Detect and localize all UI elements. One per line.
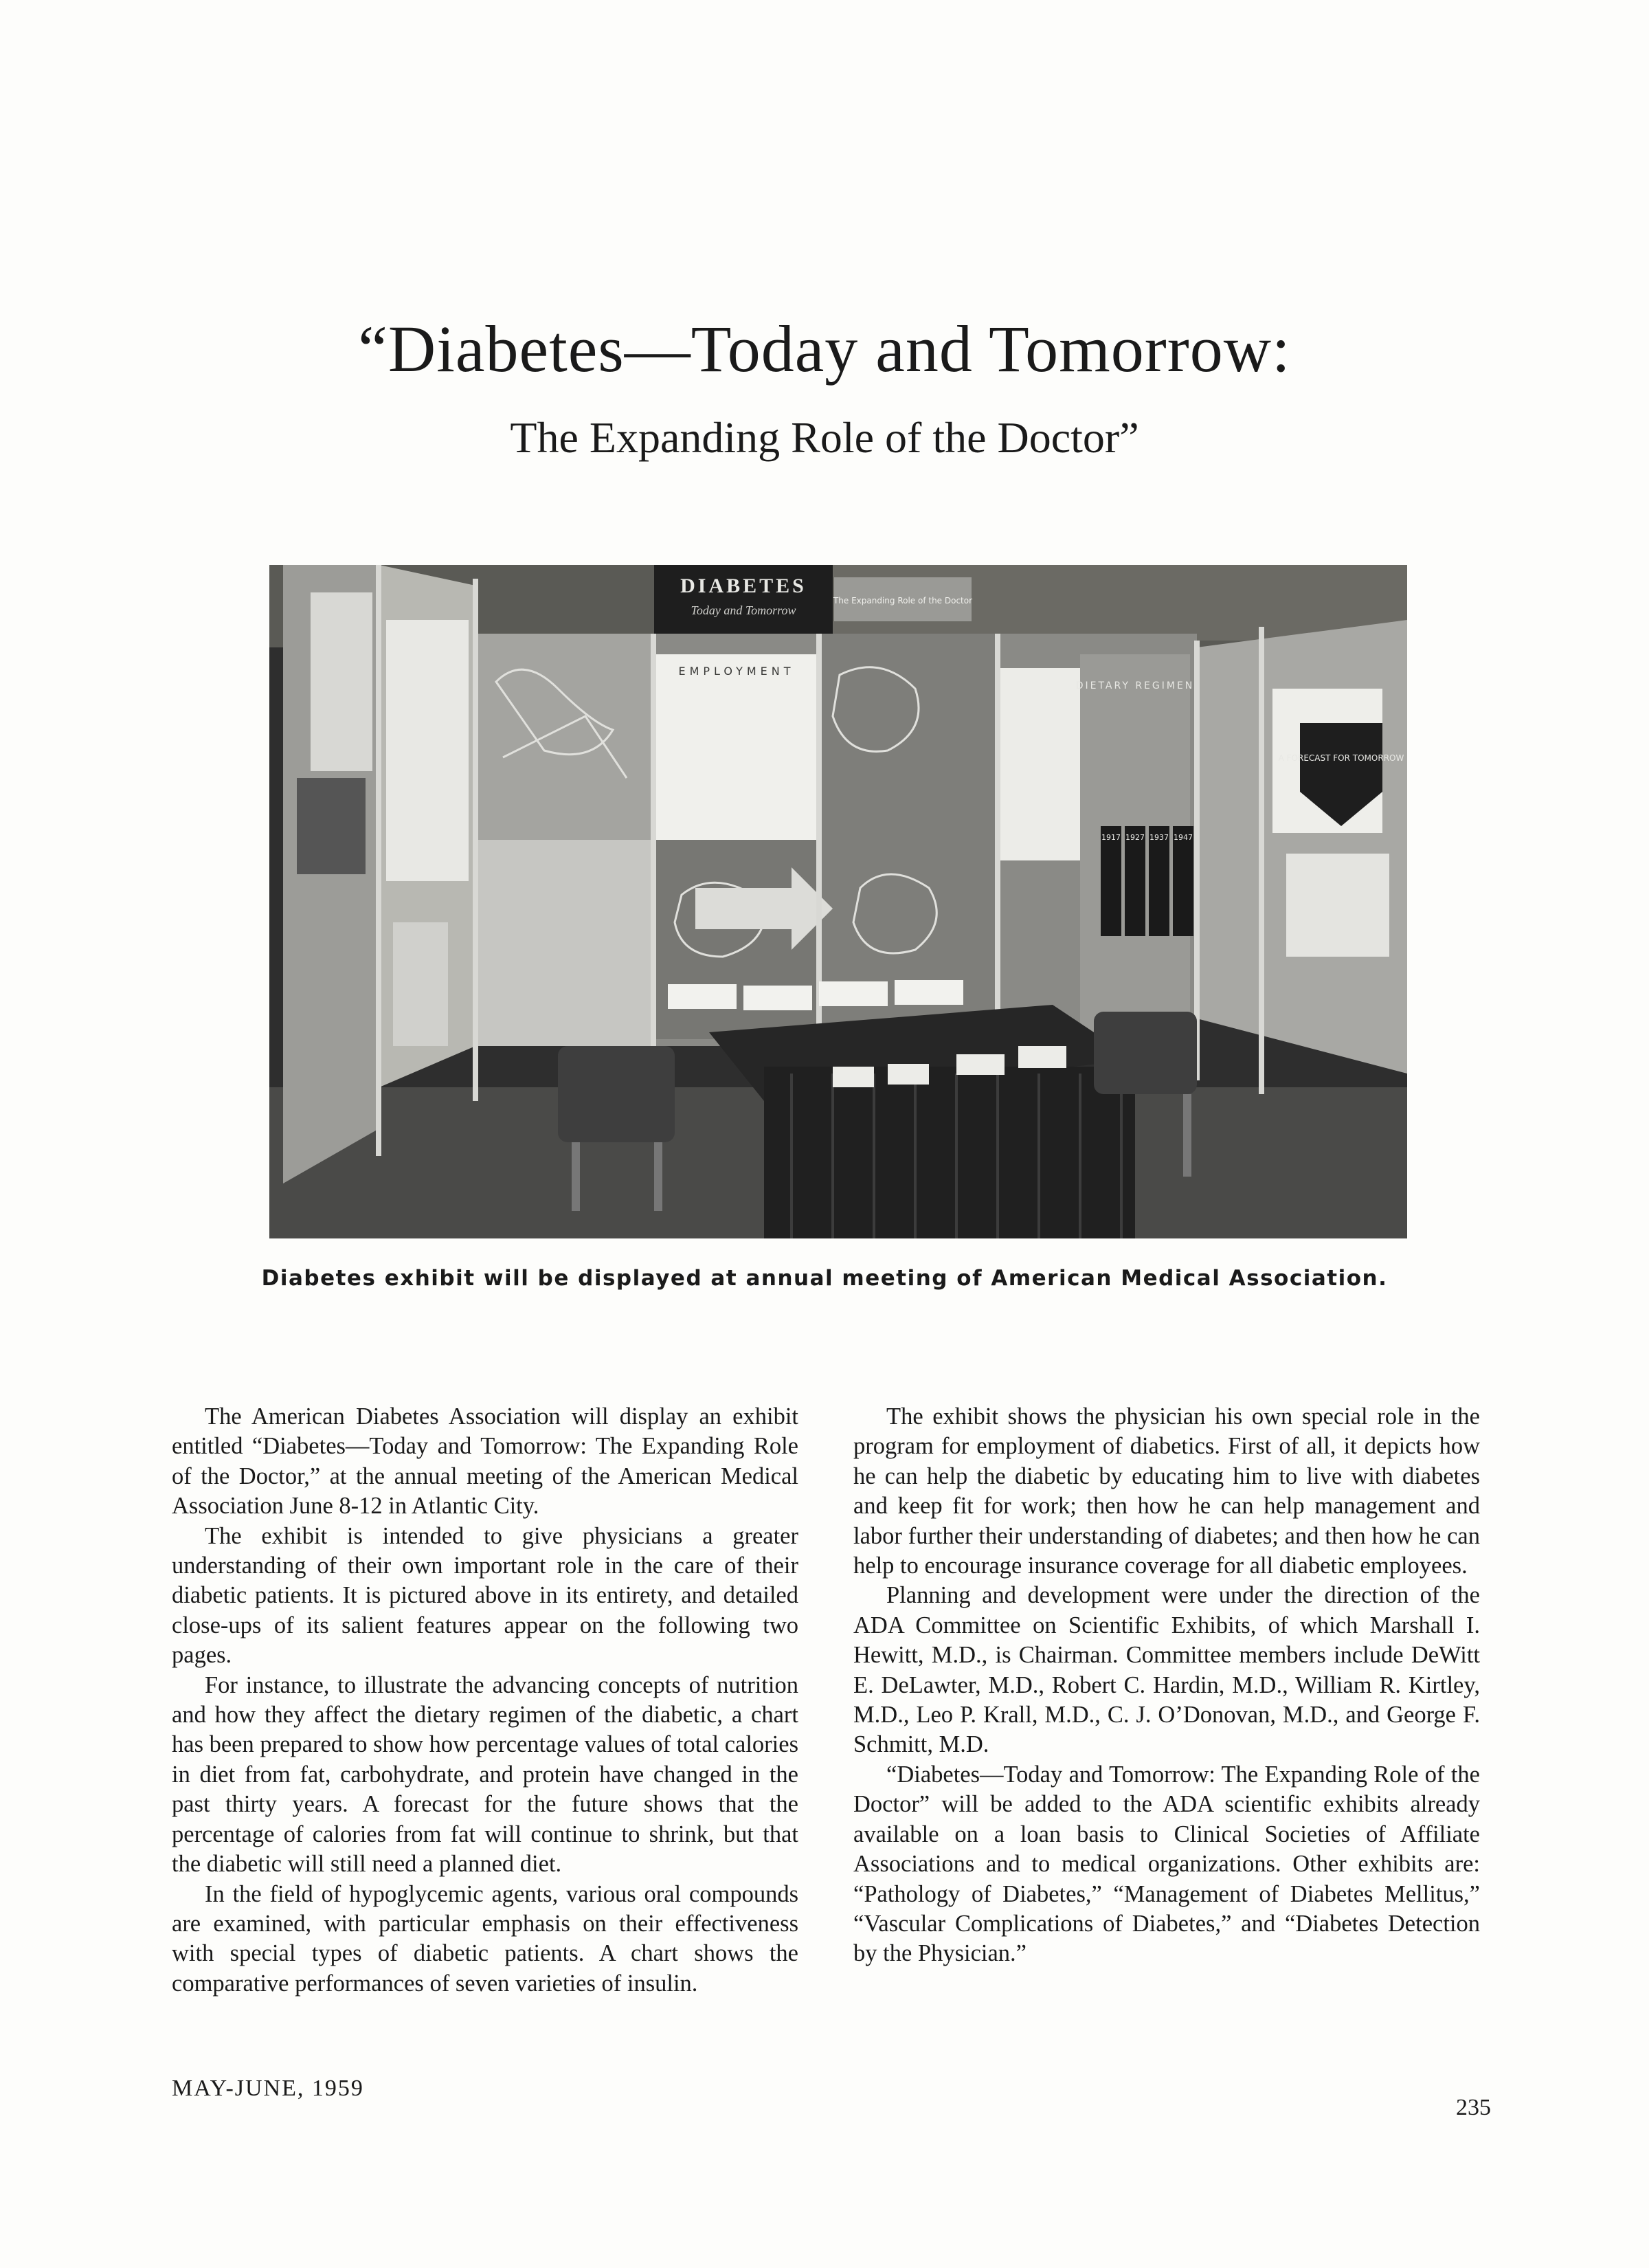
sign-title: DIABETES <box>680 575 807 597</box>
panel-employment-label: EMPLOYMENT <box>678 665 795 678</box>
issue-date: MAY-JUNE, 1959 <box>172 2076 364 2101</box>
paragraph: In the field of hypoglycemic agents, various oral compounds are examined, with particular emphasis on their effectiveness with special types of diabetic patients. A chart shows the comparative performances of seven varieties of insulin. <box>172 1880 798 1997</box>
paragraph: For instance, to illustrate the advancing concepts of nutrition and how they affect the dietary regimen of the diabetic, a chart has been prepared to show how percentage values of total calories in diet from fat, carbohydrate, and protein have changed in the past thirty years. A forecast for the future shows that the percentage of calories from fat will continue to shrink, but that the diabetic will still need a planned diet. <box>172 1671 798 1878</box>
year-label: 1937 <box>1149 833 1169 842</box>
paragraph: Planning and development were under the direction of the ADA Committee on Scientific Exhibits, of which Marshall I. Hewitt, M.D., is Chairman. Committee members include DeWitt E. DeLawter, M.D., Robert C. Hardin, M.D., William R. Kirtley, M.D., Leo P. Krall, M.D., C. J. O’Donovan, M.D., and George F. Schmitt, M.D. <box>853 1582 1480 1758</box>
article-subtitle: The Expanding Role of the Doctor” <box>510 413 1139 462</box>
paragraph: The American Diabetes Association will display an exhibit entitled “Diabetes—Today and Tomorrow: The Expanding Role of the Doctor,” at the annual meeting of the American Medical Association June 8-12 in Atlantic City. <box>172 1403 798 1520</box>
body-column-left <box>172 1402 798 1999</box>
photo-caption: Diabetes exhibit will be displayed at annual meeting of American Medical Association. <box>261 1266 1388 1291</box>
sign-subtitle: Today and Tomorrow <box>691 603 796 617</box>
article-title: “Diabetes—Today and Tomorrow: <box>358 312 1291 386</box>
year-label: 1927 <box>1125 833 1145 842</box>
year-label: 1917 <box>1101 833 1121 842</box>
sign-role: The Expanding Role of the Doctor <box>833 596 973 605</box>
year-label: 1947 <box>1174 833 1193 842</box>
forecast-sign: A FORECAST FOR TOMORROW <box>1278 753 1404 763</box>
exhibit-photo <box>269 565 1407 1238</box>
paragraph: “Diabetes—Today and Tomorrow: The Expanding Role of the Doctor” will be added to the ADA scientific exhibits already available on a loan basis to Clinical Societies of Affiliate Associations and to medical organizations. Other exhibits are: “Pathology of Diabetes,” “Management of Diabetes Mellitus,” “Vascular Complications of Diabetes,” and “Diabetes Detection by the Physician.” <box>853 1761 1480 1967</box>
page-number: 235 <box>1456 2095 1491 2120</box>
panel-dietary-label: DIETARY REGIMEN <box>1075 680 1195 691</box>
body-column-right <box>853 1402 1480 1969</box>
paragraph: The exhibit is intended to give physicians a greater understanding of their own important role in the care of their diabetic patients. It is pictured above in its entirety, and detailed close-ups of its salient features appear on the following two pages. <box>172 1522 798 1669</box>
paragraph: The exhibit shows the physician his own special role in the program for employment of diabetics. First of all, it depicts how he can help the diabetic by educating him to live with diabetes and keep fit for work; then how he can help management and labor further their understanding of diabetes; and then how he can help to encourage insurance coverage for all diabetic employees. <box>853 1403 1480 1579</box>
